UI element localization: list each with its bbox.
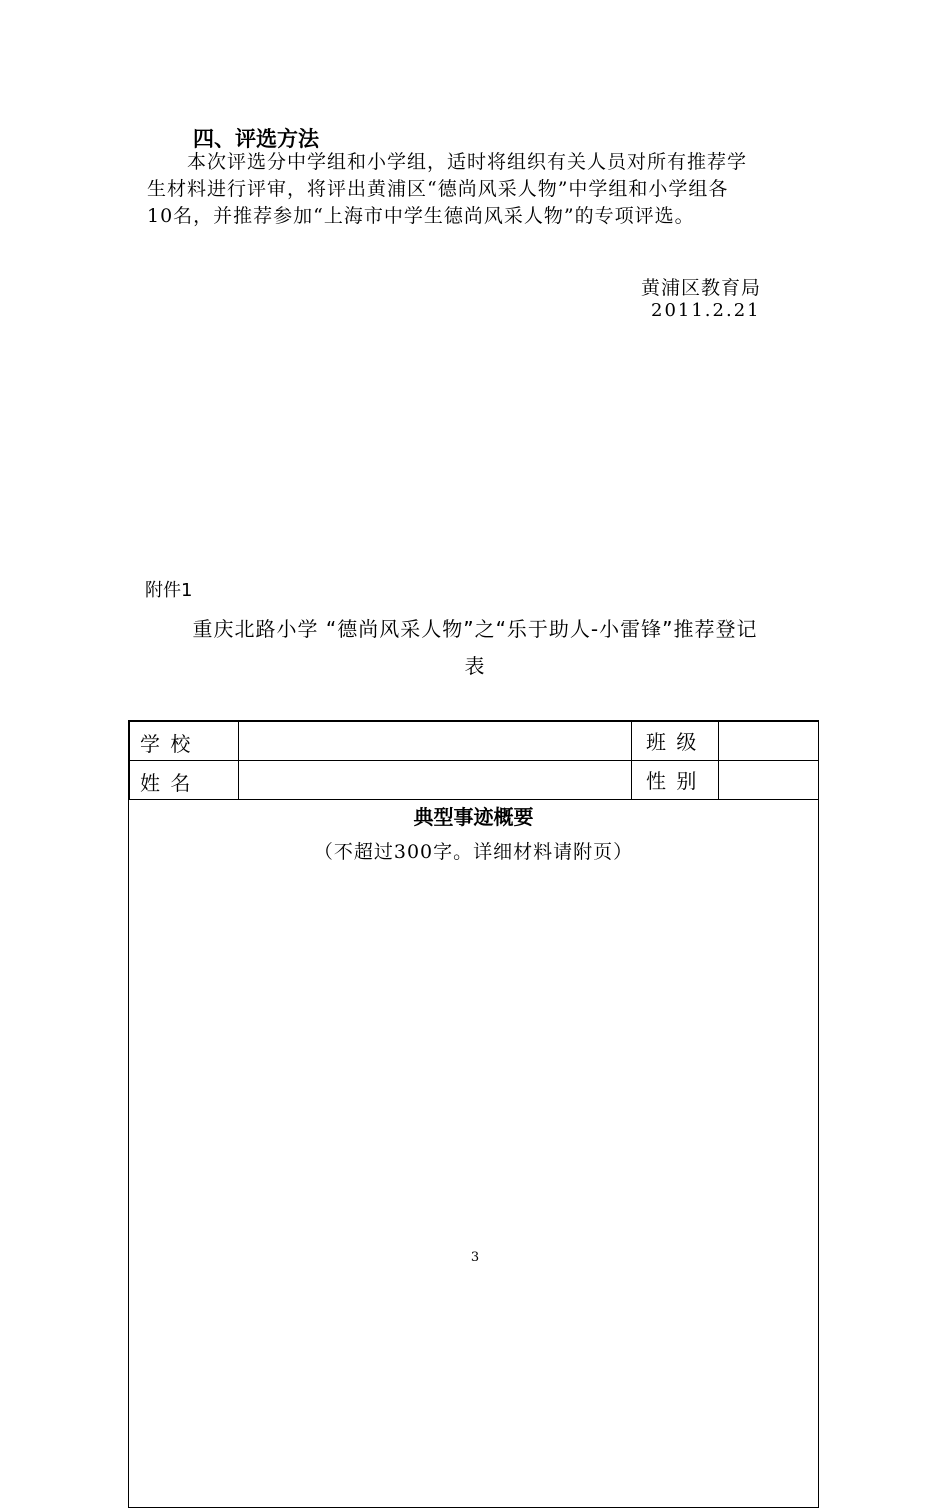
summary-note: （不超过300字。详细材料请附页） bbox=[313, 841, 634, 863]
school-field[interactable] bbox=[238, 721, 632, 761]
form-title-line-1: 重庆北路小学 “德尚风采人物”之“乐于助人-小雷锋”推荐登记 bbox=[192, 617, 758, 641]
name-field[interactable] bbox=[238, 760, 632, 800]
signature-org: 黄浦区教育局 bbox=[641, 277, 762, 299]
class-field[interactable] bbox=[718, 721, 819, 761]
page-number: 3 bbox=[470, 1250, 480, 1265]
paragraph-line-1: 本次评选分中学组和小学组，适时将组织有关人员对所有推荐学 bbox=[187, 151, 748, 173]
signature-date: 2011.2.21 bbox=[651, 300, 761, 321]
summary-title: 典型事迹概要 bbox=[413, 805, 534, 829]
name-label-cell bbox=[129, 760, 239, 800]
registration-form bbox=[128, 720, 819, 1508]
name-label: 姓 名 bbox=[140, 771, 193, 795]
class-label-cell bbox=[631, 721, 719, 761]
section-heading: 四、评选方法 bbox=[193, 127, 319, 151]
paragraph-line-3: 10名，并推荐参加“上海市中学生德尚风采人物”的专项评选。 bbox=[147, 205, 695, 227]
gender-field[interactable] bbox=[718, 760, 819, 800]
school-label-cell bbox=[129, 721, 239, 761]
gender-label-cell bbox=[631, 760, 719, 800]
class-label: 班 级 bbox=[646, 730, 699, 754]
gender-label: 性 别 bbox=[646, 769, 699, 793]
summary-field[interactable] bbox=[129, 871, 818, 1507]
paragraph-line-2: 生材料进行评审，将评出黄浦区“德尚风采人物”中学组和小学组各 bbox=[147, 178, 729, 200]
form-title-line-2: 表 bbox=[464, 654, 486, 678]
attachment-label: 附件1 bbox=[145, 580, 193, 601]
school-label: 学 校 bbox=[140, 732, 193, 756]
